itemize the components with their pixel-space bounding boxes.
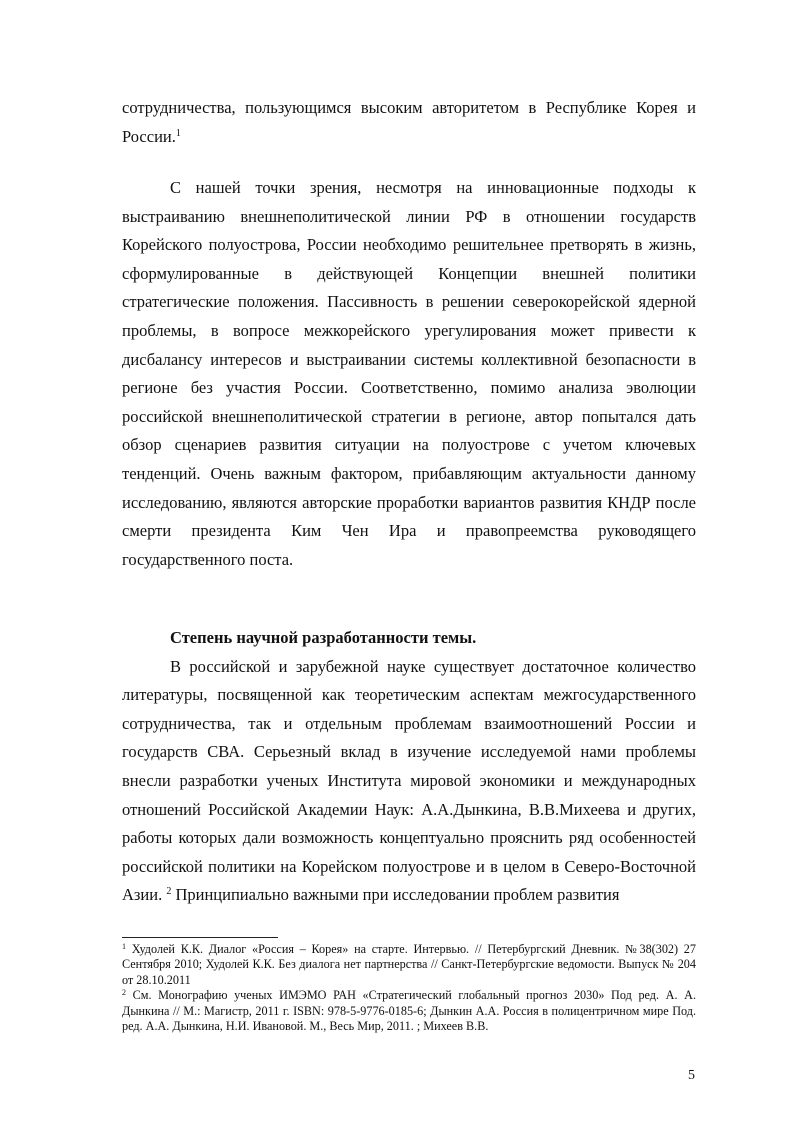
paragraph-1-text: сотрудничества, пользующимся высоким авторитетом в Республике Корея и России. <box>122 98 696 146</box>
footnote-1-text: Худолей К.К. Диалог «Россия – Корея» на старте. Интервью. // Петербургский Дневник. №38(302) 27 Сентября 2010; Худолей К.К. Без диалога нет партнерства // Санкт-Петербургские ведомости. Выпуск № 204 от 28.10.2011 <box>122 942 696 987</box>
paragraph-2: С нашей точки зрения, несмотря на инновационные подходы к выстраиванию внешнеполитической линии РФ в отношении государств Корейского полуострова, России необходимо решительнее претворять в жизнь, сформулированные в действующей Концепции внешней политики стратегические положения. Пассивность в решении северокорейской ядерной проблемы, в вопросе межкорейского урегулирования может привести к дисбалансу интересов и выстраивании системы коллективной безопасности в регионе без участия России. Соответственно, помимо анализа эволюции российской внешнеполитической стратегии в регионе, автор попытался дать обзор сценариев развития ситуации на полуострове с учетом ключевых тенденций. Очень важным фактором, прибавляющим актуальности данному исследованию, являются авторские проработки вариантов развития КНДР после смерти президента Ким Чен Ира и правопреемства руководящего государственного поста. <box>122 178 696 569</box>
footnote-separator <box>122 937 278 938</box>
body-text-block-3 <box>122 624 696 910</box>
footnote-1 <box>122 942 696 988</box>
footnote-2-number: 2 <box>122 988 126 998</box>
footnote-2-text: См. Монографию ученых ИМЭМО РАН «Стратегический глобальный прогноз 2030» Под ред. А. А. Дынкина // М.: Магистр, 2011 г. ISBN: 978-5-9776-0185-6; Дынкин А.А. Россия в полицентричном мире Под. ред. А.А. Дынкина, Н.И. Ивановой. М., Весь Мир, 2011. ; Михеев В.В. <box>122 988 697 1034</box>
footnotes <box>122 942 696 1034</box>
footnote-1-number: 1 <box>122 942 126 951</box>
body-text-block-1 <box>122 94 696 151</box>
footnote-ref-1[interactable]: 1 <box>175 127 181 139</box>
footnote-2 <box>122 988 696 1034</box>
body-text-block-2 <box>122 174 696 574</box>
section-heading: Степень научной разработанности темы. <box>170 628 477 647</box>
paragraph-1 <box>122 94 696 151</box>
paragraph-3-text: В российской и зарубежной науке существует достаточное количество литературы, посвященной как теоретическим аспектам межгосударственного сотрудничества, так и отдельным проблемам взаимоотношений России и государств СВА. Серьезный вклад в изучение исследуемой нами проблемы внесли разработки ученых Института мировой экономики и международных отношений Российской Академии Наук: А.А.Дынкина, В.В.Михеева и других, работы которых дали возможность концептуально прояснить ряд особенностей российской политики на Корейском полуострове и в целом в Северо-Восточной Азии. <box>122 656 696 905</box>
footnote-ref-2[interactable]: 2 <box>166 886 172 898</box>
paragraph-3 <box>122 653 696 910</box>
paragraph-3-tail: Принципиально важными при исследовании проблем развития <box>175 885 620 905</box>
page-number: 5 <box>688 1068 695 1083</box>
